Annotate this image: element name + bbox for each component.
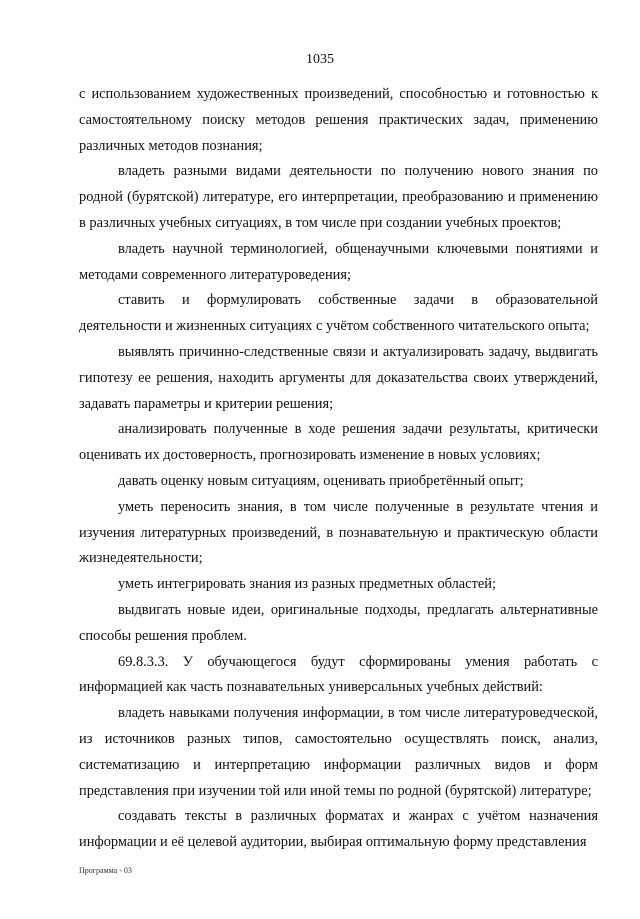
paragraph: уметь интегрировать знания из разных предметных областей; <box>118 576 496 593</box>
paragraph: выявлять причинно-следственные связи и актуализировать задачу, выдвигать гипотезу ее решения, находить аргументы для доказательства своих утверждений, задавать параметры и критерии решения; <box>79 343 598 412</box>
paragraph: анализировать полученные в ходе решения задачи результаты, критически оценивать их достоверность, прогнозировать изменение в новых условиях; <box>79 421 598 464</box>
body-text <box>79 82 598 856</box>
paragraph: владеть навыками получения информации, в том числе литературоведческой, из источников разных типов, самостоятельно осуществлять поиск, анализ, систематизацию и интерпретацию информации различных видов и форм представления при изучении той или иной темы по родной (бурятской) литературе; <box>79 705 598 799</box>
paragraph: создавать тексты в различных форматах и жанрах с учётом назначения информации и её целевой аудитории, выбирая оптимальную форму представления <box>79 808 598 851</box>
paragraph: ставить и формулировать собственные задачи в образовательной деятельности и жизненных ситуациях с учётом собственного читательского опыта; <box>79 292 598 335</box>
footer-label: Программа - 03 <box>79 866 132 875</box>
paragraph: владеть научной терминологией, общенаучными ключевыми понятиями и методами современного литературоведения; <box>79 240 598 283</box>
paragraph: владеть разными видами деятельности по получению нового знания по родной (бурятской) литературе, его интерпретации, преобразованию и применению в различных учебных ситуациях, в том числе при создании учебных проектов; <box>79 163 598 231</box>
paragraph: выдвигать новые идеи, оригинальные подходы, предлагать альтернативные способы решения проблем. <box>79 601 598 644</box>
paragraph: с использованием художественных произведений, способностью и готовностью к самостоятельному поиску методов решения практических задач, применению различных методов познания; <box>79 86 598 154</box>
page-number: 1035 <box>306 52 334 67</box>
section-heading-paragraph: 69.8.3.3. У обучающегося будут сформированы умения работать с информацией как часть познавательных универсальных учебных действий: <box>79 653 598 696</box>
paragraph: уметь переносить знания, в том числе полученные в результате чтения и изучения литературных произведений, в познавательную и практическую области жизнедеятельности; <box>79 498 598 567</box>
paragraph: давать оценку новым ситуациям, оценивать приобретённый опыт; <box>118 472 524 489</box>
